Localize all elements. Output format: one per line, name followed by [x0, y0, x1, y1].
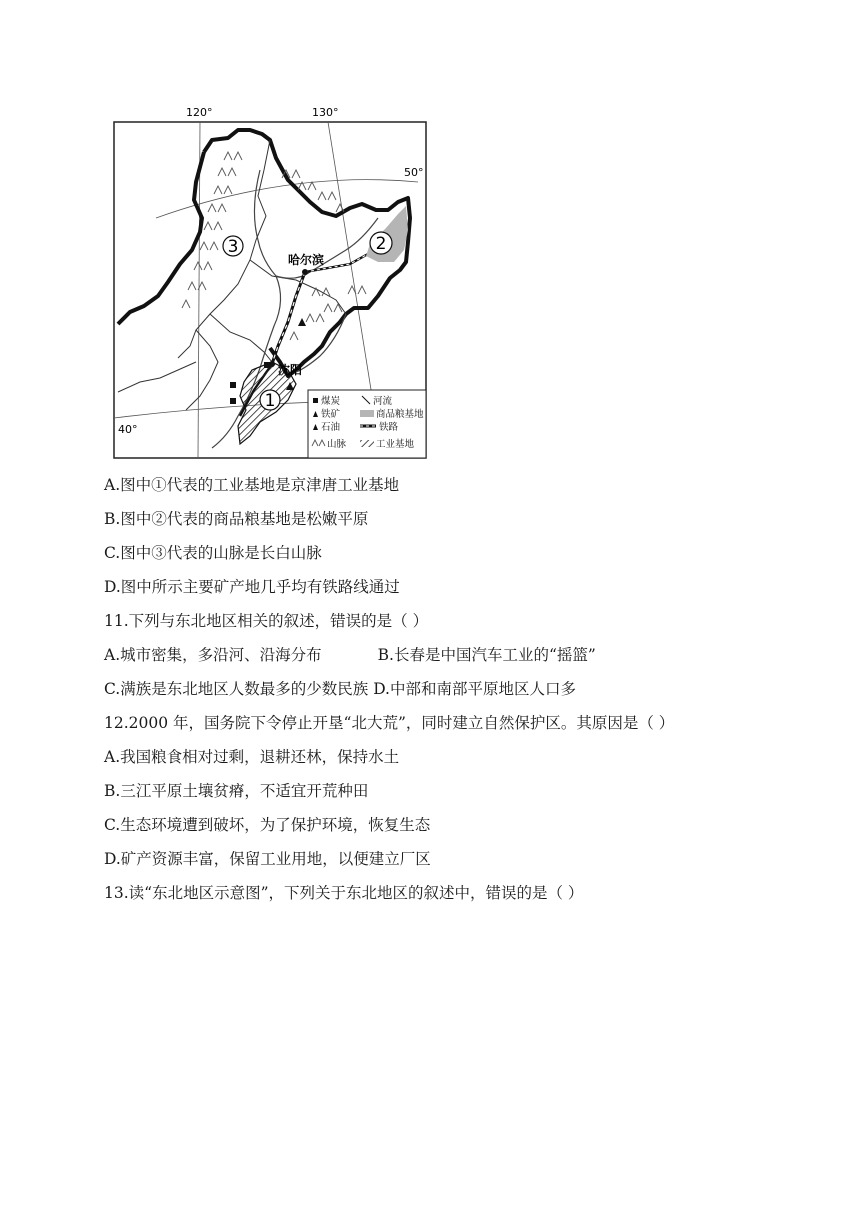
- q11-option-d: D.中部和南部平原地区人口多: [373, 680, 576, 698]
- q10-option-a: A.图中①代表的工业基地是京津唐工业基地: [104, 476, 400, 494]
- q12-option-b: B.三江平原土壤贫瘠，不适宜开荒种田: [104, 782, 369, 800]
- legend-iron: 铁矿: [321, 409, 341, 420]
- q11-row-cd: [104, 679, 576, 699]
- map-legend: [308, 390, 426, 458]
- q10-option-b: B.图中②代表的商品粮基地是松嫩平原: [104, 510, 369, 528]
- legend-grain: 商品粮基地: [376, 409, 424, 420]
- harbin-dot: [302, 269, 308, 275]
- q10-option-d: D.图中所示主要矿产地几乎均有铁路线通过: [104, 578, 400, 596]
- q11-option-c: C.满族是东北地区人数最多的少数民族: [104, 680, 369, 698]
- q11-option-b: B.长春是中国汽车工业的“摇篮”: [377, 646, 596, 664]
- q10-option-c: C.图中③代表的山脉是长白山脉: [104, 544, 322, 562]
- northeast-china-map: [100, 100, 440, 462]
- legend-river: 河流: [373, 396, 393, 407]
- region-1-label: 1: [264, 391, 276, 411]
- q12-option-a: A.我国粮食相对过剩，退耕还林，保持水土: [104, 748, 400, 766]
- region-3-label: 3: [227, 237, 239, 257]
- shenyang-label: 沈阳: [278, 363, 303, 377]
- region-2-label: 2: [375, 234, 387, 254]
- q12-option-d: D.矿产资源丰富，保留工业用地，以便建立厂区: [104, 850, 431, 868]
- q12-stem: 12.2000 年，国务院下令停止开垦“北大荒”，同时建立自然保护区。其原因是（ ）: [104, 714, 675, 732]
- legend-coal: 煤炭: [321, 396, 341, 407]
- legend-railway: 铁路: [379, 422, 399, 433]
- shenyang-dot: [269, 361, 275, 367]
- legend-oil: 石油: [321, 422, 341, 433]
- q12-option-c: C.生态环境遭到破坏，为了保护环境，恢复生态: [104, 816, 431, 834]
- q13-stem: 13.读“东北地区示意图”，下列关于东北地区的叙述中，错误的是（ ）: [104, 884, 584, 902]
- harbin-label: 哈尔滨: [288, 253, 325, 267]
- lat-label-40: 40°: [118, 423, 138, 436]
- legend-mountain: 山脉: [327, 439, 347, 450]
- q11-stem: 11.下列与东北地区相关的叙述，错误的是（ ）: [104, 612, 429, 630]
- lon-label-120: 120°: [186, 106, 213, 119]
- legend-industrial: 工业基地: [376, 439, 415, 450]
- lon-label-130: 130°: [312, 106, 339, 119]
- q11-option-a: A.城市密集，多沿河、沿海分布: [104, 646, 322, 664]
- q11-row-ab: [104, 645, 596, 665]
- lat-label-50: 50°: [404, 166, 424, 179]
